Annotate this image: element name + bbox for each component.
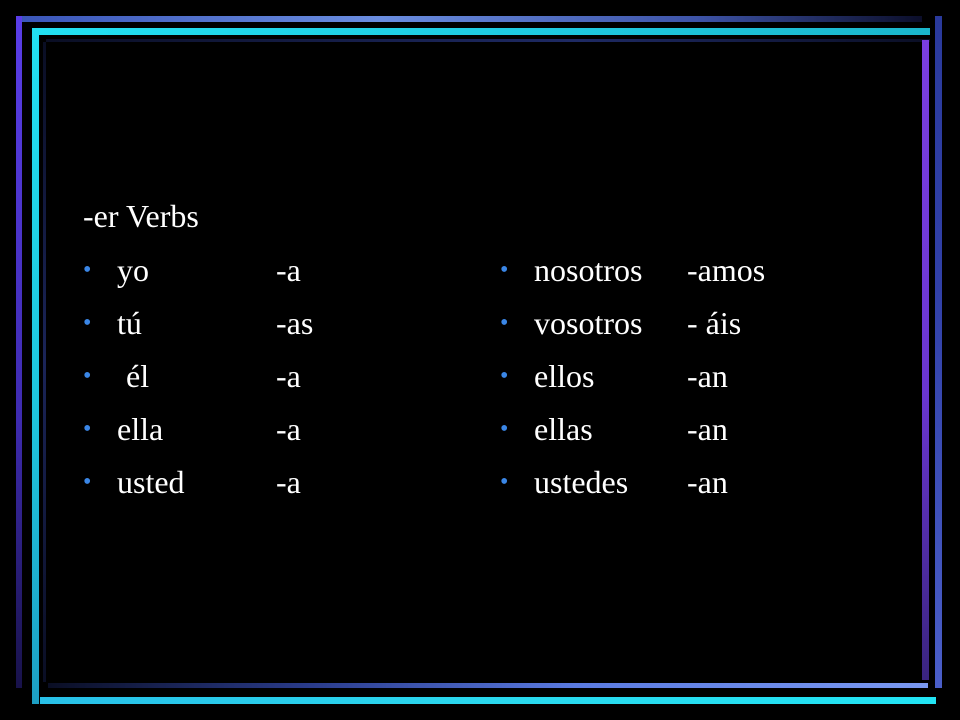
pronoun-label: ellas [534, 411, 593, 447]
list-item [83, 354, 443, 407]
pronoun-label: ella [117, 411, 164, 447]
verb-ending: -as [276, 305, 314, 341]
verb-ending: -a [276, 411, 301, 447]
bullet-icon: • [83, 416, 92, 442]
verb-ending: -a [276, 252, 301, 288]
list-item [500, 460, 900, 513]
plural-pronoun-list [500, 248, 900, 513]
slide-title: -er Verbs [83, 198, 199, 234]
verb-ending: -an [687, 358, 728, 394]
frame-bar-right-purple [922, 40, 929, 680]
frame-bar-left-outer [16, 16, 22, 688]
pronoun-label: ustedes [534, 464, 629, 500]
pronoun-label: yo [117, 252, 149, 288]
pronoun-label: nosotros [534, 252, 643, 288]
bullet-icon: • [83, 310, 92, 336]
pronoun-label: él [126, 358, 150, 394]
verb-ending: -a [276, 464, 301, 500]
list-item [83, 407, 443, 460]
bullet-icon: • [83, 469, 92, 495]
list-item [83, 460, 443, 513]
list-item [500, 301, 900, 354]
frame-bar-left-cyan [32, 28, 39, 704]
verb-ending: -an [687, 464, 728, 500]
frame-bar-right-outer [935, 16, 942, 688]
bullet-icon: • [500, 469, 509, 495]
frame-bar-left-inner [43, 42, 46, 682]
frame-bar-bottom-inner [48, 683, 928, 688]
singular-pronoun-list [83, 248, 443, 513]
bullet-icon: • [83, 257, 92, 283]
list-item [500, 354, 900, 407]
verb-ending: -a [276, 358, 301, 394]
bullet-icon: • [500, 310, 509, 336]
pronoun-label: usted [117, 464, 185, 500]
list-item [83, 248, 443, 301]
pronoun-label: tú [117, 305, 142, 341]
list-item [500, 407, 900, 460]
bullet-icon: • [500, 363, 509, 389]
pronoun-label: ellos [534, 358, 595, 394]
list-item [83, 301, 443, 354]
frame-bar-bottom-cyan [40, 697, 936, 704]
verb-ending: -an [687, 411, 728, 447]
verb-ending: - áis [687, 305, 742, 341]
frame-bar-top-inner [46, 39, 930, 42]
frame-bar-top-outer [16, 16, 922, 22]
bullet-icon: • [500, 416, 509, 442]
bullet-icon: • [83, 363, 92, 389]
pronoun-label: vosotros [534, 305, 643, 341]
frame-bar-top-cyan [32, 28, 930, 35]
bullet-icon: • [500, 257, 509, 283]
verb-ending: -amos [687, 252, 766, 288]
list-item [500, 248, 900, 301]
